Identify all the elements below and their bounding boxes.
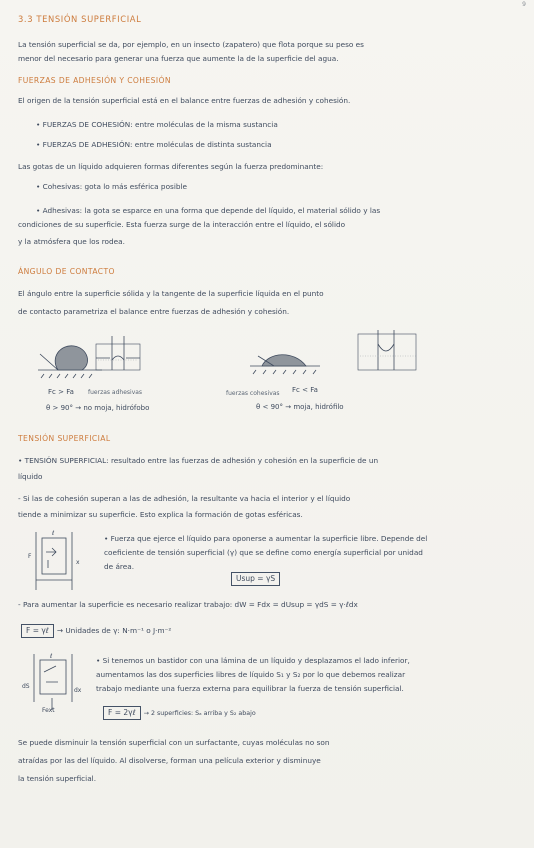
frame1-text: coeficiente de tensión superficial (γ) que se define como energía superficial por unidad (104, 548, 423, 557)
contact-angle-diagram (30, 330, 510, 386)
label-f: F (28, 553, 32, 560)
label-ds: dS (22, 683, 30, 690)
page-title: 3.3 TENSIÓN SUPERFICIAL (18, 14, 142, 24)
frame-diagram-1 (26, 528, 96, 594)
text-line: de contacto parametriza el balance entre fuerzas de adhesión y cohesión. (18, 307, 290, 316)
page-number: 9 (522, 1, 526, 8)
text-line: - Si las de cohesión superan a las de adhesión, la resultante va hacia el interior y el líquido (18, 494, 351, 503)
text-line: tiende a minimizar su superficie. Esto explica la formación de gotas esféricas. (18, 510, 303, 519)
list-item-adhesion: • FUERZAS DE ADHESIÓN: entre moléculas de distinta sustancia (36, 140, 272, 149)
text-line: líquido (18, 472, 43, 481)
text-line: El ángulo entre la superficie sólida y la tangente de la superficie líquida en el punto (18, 289, 324, 298)
frame1-text: • Fuerza que ejerce el líquido para oponerse a aumentar la superficie libre. Depende del (104, 534, 428, 543)
section-heading-adhesion-cohesion: FUERZAS DE ADHESIÓN Y COHESIÓN (18, 76, 171, 85)
formula-f-2gamma-l: F = 2γℓ (103, 706, 141, 720)
units-line: → Unidades de γ: N·m⁻¹ o J·m⁻² (56, 626, 172, 635)
label-fext: Fext (42, 707, 55, 714)
frame2-text: trabajo mediante una fuerza externa para equilibrar la fuerza de tensión superficial. (96, 684, 404, 693)
closing-line: la tensión superficial. (18, 774, 97, 783)
caption-adhesive: fuerzas adhesivas (88, 389, 143, 396)
formula-usup: Usup = γS (231, 572, 280, 586)
text-line: Las gotas de un líquido adquieren formas diferentes según la fuerza predominante: (18, 162, 324, 171)
text-line: El origen de la tensión superficial está en el balance entre fuerzas de adhesión y cohesión. (18, 96, 351, 105)
closing-line: Se puede disminuir la tensión superficial con un surfactante, cuyas moléculas no son (18, 738, 330, 747)
text-line: y la atmósfera que los rodea. (18, 237, 125, 246)
relation-fc-gt-fa: Fc > Fa (48, 388, 74, 396)
result-hydrophilic: θ < 90° → moja, hidrófilo (256, 403, 344, 411)
formula-f-gamma-l: F = γℓ (21, 624, 54, 638)
section-heading-contact-angle: ÁNGULO DE CONTACTO (18, 267, 115, 276)
label-l: ℓ (52, 530, 55, 537)
frame1-text: de área. (104, 562, 135, 571)
frame2-text: • Si tenemos un bastidor con una lámina de un líquido y desplazamos el lado inferior, (96, 656, 410, 665)
text-line: condiciones de su superficie. Esta fuerza surge de la interacción entre el líquido, el sólido (18, 220, 346, 229)
closing-line: atraídas por las del líquido. Al disolverse, forman una película exterior y disminuye (18, 756, 321, 765)
label-dx: dx (74, 687, 82, 694)
work-line: - Para aumentar la superficie es necesario realizar trabajo: dW = Fdx = dUsup = γdS = γ·ℓdx (18, 600, 358, 609)
frame2-text: aumentamos las dos superficies libres de líquido S₁ y S₂ por lo que debemos realizar (96, 670, 406, 679)
caption-cohesive: fuerzas cohesivas (226, 390, 280, 397)
intro-line-2: menor del necesario para generar una fuerza que aumente la de la superficie del agua. (18, 54, 339, 63)
section-heading-surface-tension: TENSIÓN SUPERFICIAL (18, 434, 111, 443)
formula3-note: → 2 superficies: Sₐ arriba y S₂ abajo (143, 710, 256, 717)
intro-line-1: La tensión superficial se da, por ejemplo, en un insecto (zapatero) que flota porque su peso es (18, 40, 364, 49)
frame-diagram-2 (22, 652, 96, 714)
list-item-cohesive: • Cohesivas: gota lo más esférica posible (36, 182, 188, 191)
result-hydrophobic: θ > 90° → no moja, hidrófobo (46, 404, 150, 412)
list-item-cohesion: • FUERZAS DE COHESIÓN: entre moléculas de la misma sustancia (36, 120, 278, 129)
label-x: x (76, 559, 80, 566)
label-l: ℓ (50, 653, 53, 660)
text-line: • TENSIÓN SUPERFICIAL: resultado entre las fuerzas de adhesión y cohesión en la superficie de un (18, 456, 379, 465)
list-item-adhesive: • Adhesivas: la gota se esparce en una forma que depende del líquido, el material sólido y las (36, 206, 381, 215)
relation-fc-lt-fa: Fc < Fa (292, 386, 318, 394)
